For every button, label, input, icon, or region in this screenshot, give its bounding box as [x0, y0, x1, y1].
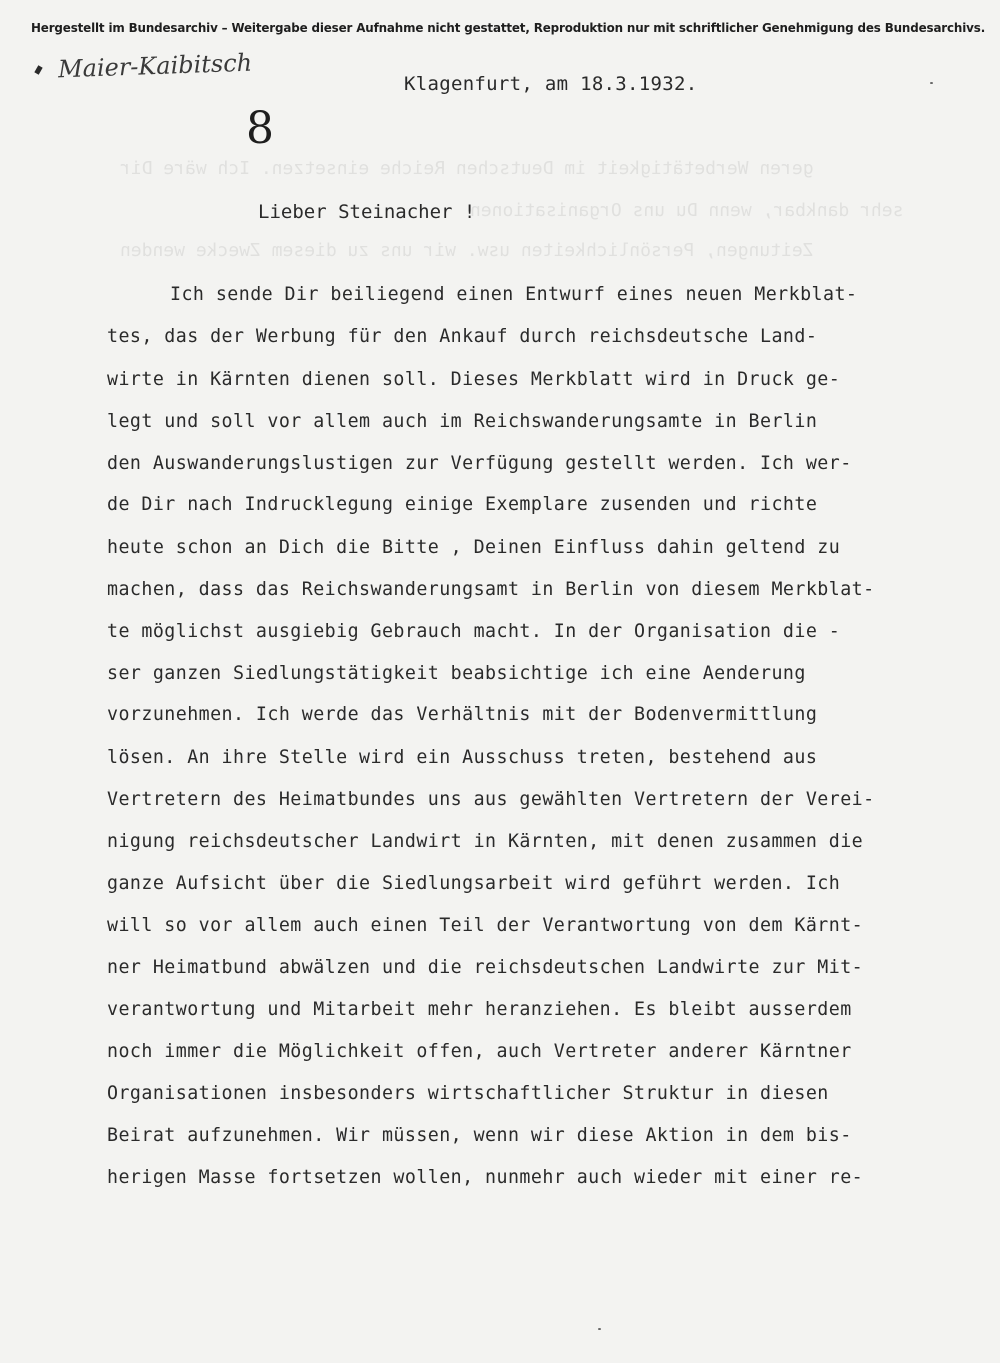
- bleed-through-line: Zeitungen, Persönlichkeiten usw. wir uns zu diesem Zwecke wenden: [120, 240, 814, 261]
- body-line: Vertretern des Heimatbundes uns aus gewählten Vertretern der Verei-: [107, 789, 875, 810]
- body-line: Beirat aufzunehmen. Wir müssen, wenn wir diese Aktion in dem bis-: [107, 1125, 852, 1146]
- body-line: heute schon an Dich die Bitte , Deinen Einfluss dahin geltend zu: [107, 537, 841, 558]
- salutation: Lieber Steinacher !: [258, 201, 476, 223]
- body-line: herigen Masse fortsetzen wollen, nunmehr auch wieder mit einer re-: [107, 1167, 864, 1188]
- body-line: ner Heimatbund abwälzen und die reichsdeutschen Landwirte zur Mit-: [107, 957, 864, 978]
- body-line: Ich sende Dir beiliegend einen Entwurf eines neuen Merkblat-: [170, 284, 858, 305]
- body-line: legt und soll vor allem auch im Reichswanderungsamte in Berlin: [107, 411, 818, 432]
- body-line: te möglichst ausgiebig Gebrauch macht. In der Organisation die -: [107, 621, 841, 642]
- body-line: will so vor allem auch einen Teil der Verantwortung von dem Kärnt-: [107, 915, 864, 936]
- body-line: tes, das der Werbung für den Ankauf durch reichsdeutsche Land-: [107, 326, 818, 347]
- body-line: machen, dass das Reichswanderungsamt in Berlin von diesem Merkblat-: [107, 579, 875, 600]
- body-line: ganze Aufsicht über die Siedlungsarbeit wird geführt werden. Ich: [107, 873, 841, 894]
- handwritten-tick: [34, 65, 42, 74]
- scan-speck: [930, 82, 933, 84]
- body-line: ser ganzen Siedlungstätigkeit beabsichtige ich eine Aenderung: [107, 663, 806, 684]
- bleed-through-line: geren Werbetätigkeit im Deutschen Reiche einsetzen. Ich wäre Dir: [120, 158, 814, 179]
- body-line: de Dir nach Indrucklegung einige Exemplare zusenden und richte: [107, 494, 818, 515]
- bleed-through-line: sehr dankbar, wenn Du uns Organisationen: [470, 200, 904, 221]
- body-line: nigung reichsdeutscher Landwirt in Kärnten, mit denen zusammen die: [107, 831, 864, 852]
- scan-speck: [598, 1328, 601, 1330]
- handwritten-mark: 8: [246, 103, 274, 154]
- body-line: verantwortung und Mitarbeit mehr heranziehen. Es bleibt ausserdem: [107, 999, 852, 1020]
- body-line: den Auswanderungslustigen zur Verfügung gestellt werden. Ich wer-: [107, 453, 852, 474]
- body-line: Organisationen insbesonders wirtschaftlicher Struktur in diesen: [107, 1083, 829, 1104]
- body-line: vorzunehmen. Ich werde das Verhältnis mit der Bodenvermittlung: [107, 704, 818, 725]
- body-line: lösen. An ihre Stelle wird ein Ausschuss treten, bestehend aus: [107, 747, 818, 768]
- archive-copyright-stamp: Hergestellt im Bundesarchiv – Weitergabe dieser Aufnahme nicht gestattet, Reproduktion nur mit schriftlicher Genehmigung des Bundesarchivs.: [31, 21, 986, 35]
- body-line: wirte in Kärnten dienen soll. Dieses Merkblatt wird in Druck ge-: [107, 369, 841, 390]
- place-and-date: Klagenfurt, am 18.3.1932.: [404, 73, 698, 95]
- body-line: noch immer die Möglichkeit offen, auch Vertreter anderer Kärntner: [107, 1041, 852, 1062]
- handwritten-name-annotation: Maier-Kaibitsch: [57, 48, 253, 84]
